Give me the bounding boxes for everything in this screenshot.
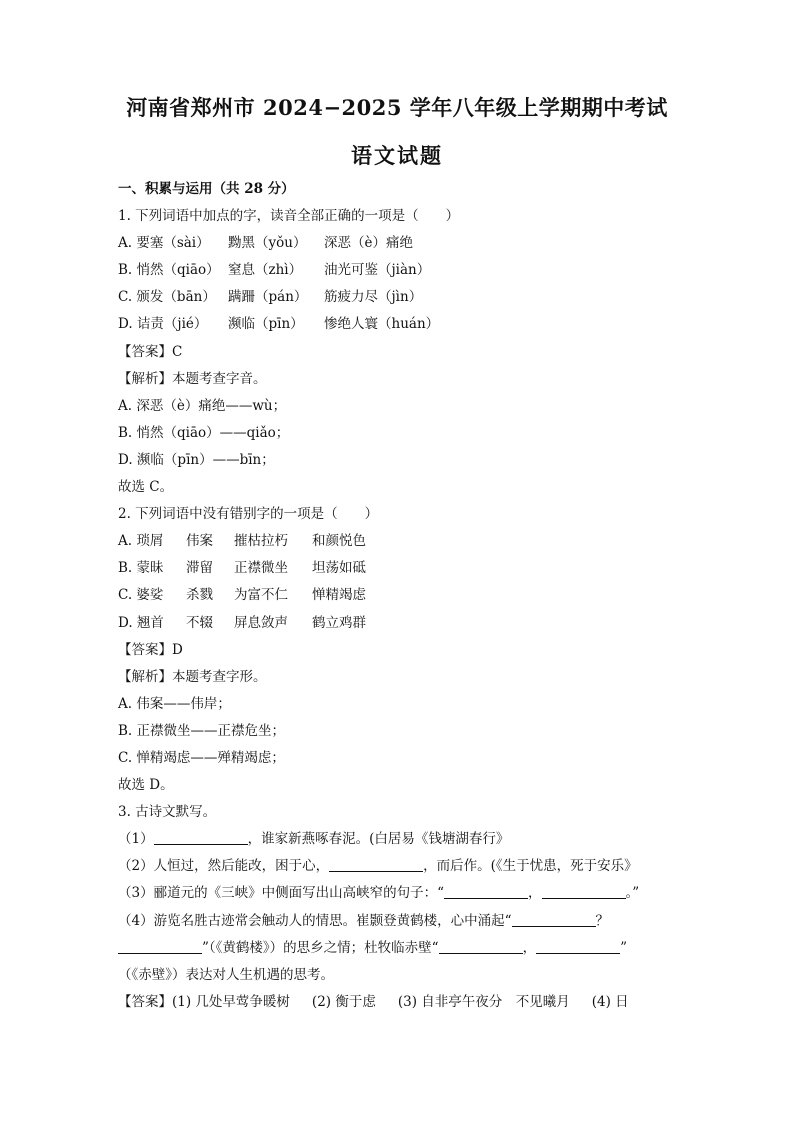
fill-blank xyxy=(439,939,523,954)
answer-value: D xyxy=(172,641,183,658)
analysis-label: 【解析】 xyxy=(118,668,172,685)
option-cell: 为富不仁 xyxy=(234,587,288,604)
q2-option-a xyxy=(118,528,680,555)
option-cell: 深恶（è）痛绝 xyxy=(324,235,413,252)
answer-label: 【答案】 xyxy=(118,993,172,1010)
fill-blank xyxy=(542,884,626,899)
option-cell: D. 诘责（jié） xyxy=(118,316,208,333)
exam-title: 河南省郑州市 2024−2025 学年八年级上学期期中考试 xyxy=(126,95,668,120)
part-prefix: （1） xyxy=(118,831,154,848)
q1-note: B. 悄然（qiāo）——qiǎo； xyxy=(118,424,290,441)
part-text: ” xyxy=(620,939,627,956)
q2-note: C. 惮精竭虑——殚精竭虑； xyxy=(118,749,285,766)
q2-stem: 2. 下列词语中没有错别字的一项是（ ） xyxy=(118,506,379,523)
q3-part-4 xyxy=(118,908,680,935)
option-cell: 蹒跚（pán） xyxy=(228,289,308,306)
part-text: ，而后作。(《生于忧患，死于安乐》 xyxy=(423,858,638,875)
option-cell: 不辍 xyxy=(186,614,213,631)
part-text: （2）人恒过，然后能改，困于心， xyxy=(118,858,330,875)
q2-option-b xyxy=(118,555,680,582)
q2-option-c xyxy=(118,582,680,609)
option-cell: 坦荡如砥 xyxy=(312,560,366,577)
part-text: ”（《黄鹤楼》）的思乡之情；杜牧临赤壁“ xyxy=(202,939,439,956)
part-text: ，谁家新燕啄春泥。(白居易《钱塘湖春行》 xyxy=(247,831,510,848)
option-cell: B. 悄然（qiāo） xyxy=(118,262,220,279)
answer-item: (1) 几处早莺争暖树 xyxy=(172,993,290,1010)
part-text: ， xyxy=(528,885,542,902)
q2-note: B. 正襟微坐——正襟危坐； xyxy=(118,722,286,739)
fill-blank xyxy=(536,939,620,954)
q3-part-1 xyxy=(118,826,680,853)
part-text: ， xyxy=(522,939,537,956)
q1-stem: 1. 下列词语中加点的字，读音全部正确的一项是（ ） xyxy=(118,208,460,225)
document-body xyxy=(118,176,680,1016)
option-cell: 滞留 xyxy=(186,560,213,577)
q2-option-d xyxy=(118,610,680,637)
q3-part-3 xyxy=(118,880,680,907)
section-heading: 一、积累与运用（共 28 分） xyxy=(118,181,295,197)
option-cell: A. 要塞（sài） xyxy=(118,235,210,252)
q1-conclusion: 故选 C。 xyxy=(118,479,174,496)
q1-note: D. 濒临（pīn）——bīn； xyxy=(118,451,275,468)
q1-answer xyxy=(118,339,680,366)
q1-option-c xyxy=(118,284,680,311)
q3-stem: 3. 古诗文默写。 xyxy=(118,804,217,821)
option-cell: 窒息（zhì） xyxy=(228,262,303,279)
fill-blank xyxy=(512,912,596,927)
q1-option-b xyxy=(118,257,680,284)
option-cell: C. 颁发（bān） xyxy=(118,289,216,306)
option-cell: C. 婆娑 xyxy=(118,587,164,604)
exam-subtitle: 语文试题 xyxy=(351,143,443,168)
q3-answer xyxy=(118,989,680,1016)
q2-answer xyxy=(118,637,680,664)
q1-analysis xyxy=(118,366,680,393)
q2-conclusion: 故选 D。 xyxy=(118,777,174,794)
option-cell: 惨绝人寰（huán） xyxy=(324,316,440,333)
option-cell: 伟案 xyxy=(186,533,213,550)
analysis-text: 本题考查字音。 xyxy=(172,370,267,387)
part-text: （4）游览名胜古迹常会触动人的情思。崔颢登黄鹤楼，心中涌起“ xyxy=(118,912,512,929)
option-cell: 和颜悦色 xyxy=(312,533,366,550)
q2-analysis xyxy=(118,664,680,691)
analysis-text: 本题考查字形。 xyxy=(172,668,267,685)
part-text: ？ xyxy=(595,912,609,929)
option-cell: B. 蒙昧 xyxy=(118,560,164,577)
answer-item: (4) 日 xyxy=(591,993,629,1010)
part-text: （3）郦道元的《三峡》中侧面写出山高峡窄的句子：“ xyxy=(118,885,444,902)
option-cell: 鹤立鸡群 xyxy=(312,614,366,631)
answer-item: (2) 衡于虑 xyxy=(311,993,376,1010)
option-cell: 摧枯拉朽 xyxy=(234,533,288,550)
q3-part-4-cont xyxy=(118,935,680,962)
q2-note: A. 伟案——伟岸； xyxy=(118,695,231,712)
fill-blank xyxy=(444,884,528,899)
option-cell: D. 翘首 xyxy=(118,614,164,631)
q3-part-4-tail: （《赤壁》）表达对人生机遇的思考。 xyxy=(118,966,334,983)
option-cell: A. 琐屑 xyxy=(118,533,164,550)
option-cell: 正襟微坐 xyxy=(234,560,288,577)
answer-item: (3) 自非亭午夜分 不见曦月 xyxy=(397,993,570,1010)
q1-option-d xyxy=(118,311,680,338)
option-cell: 黝黑（yǒu） xyxy=(228,235,307,252)
option-cell: 筋疲力尽（jìn） xyxy=(324,289,423,306)
answer-value: C xyxy=(172,343,183,360)
q1-note: A. 深恶（è）痛绝——wù； xyxy=(118,397,287,414)
option-cell: 油光可鉴（jiàn） xyxy=(324,262,431,279)
option-cell: 惮精竭虑 xyxy=(312,587,366,604)
q3-part-2 xyxy=(118,853,680,880)
answer-label: 【答案】 xyxy=(118,641,172,658)
q1-option-a xyxy=(118,230,680,257)
analysis-label: 【解析】 xyxy=(118,370,172,387)
fill-blank xyxy=(329,857,423,872)
option-cell: 杀戮 xyxy=(186,587,213,604)
part-text: 。” xyxy=(625,885,640,902)
answer-label: 【答案】 xyxy=(118,343,172,360)
option-cell: 濒临（pīn） xyxy=(228,316,304,333)
fill-blank xyxy=(118,939,202,954)
option-cell: 屏息敛声 xyxy=(234,614,288,631)
fill-blank xyxy=(154,830,248,845)
